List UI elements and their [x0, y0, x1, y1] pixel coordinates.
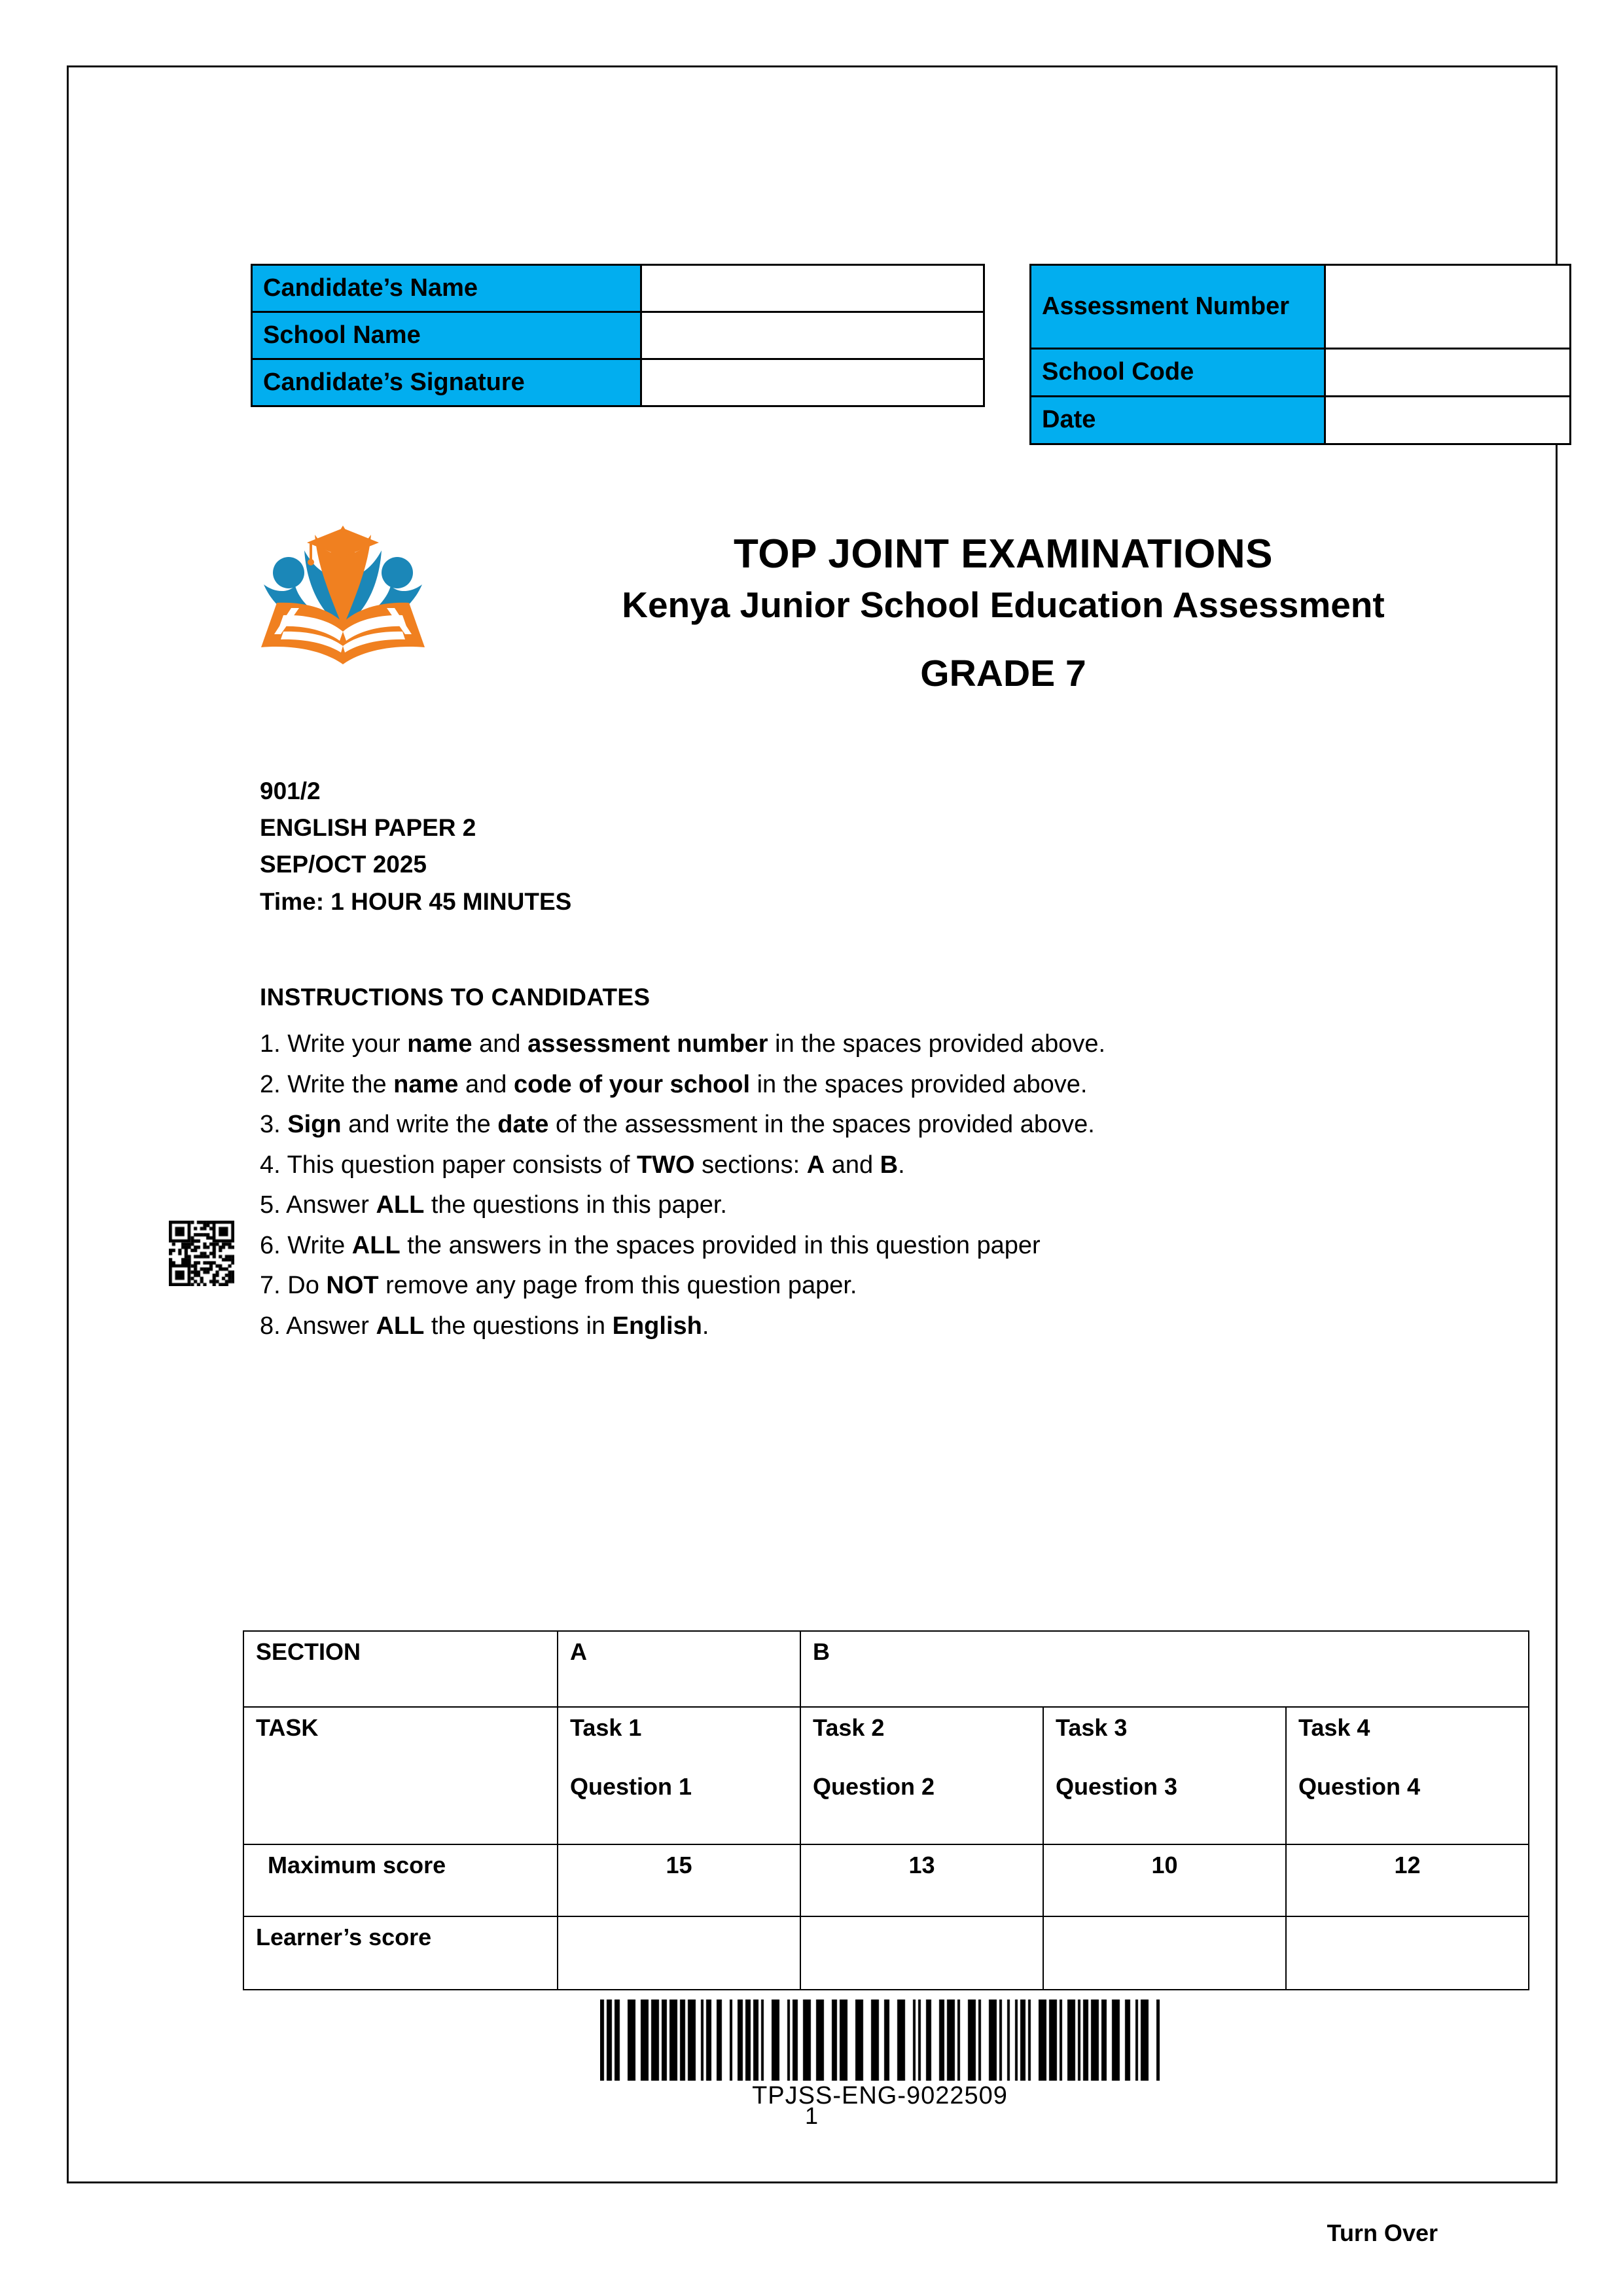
instruction-emphasis: ALL	[376, 1191, 425, 1219]
instruction-text: remove any page from this question paper.	[378, 1272, 857, 1300]
instruction-text: Answer	[280, 1312, 376, 1340]
assessment-number-label: Assessment Number	[1031, 265, 1325, 349]
section-label: SECTION	[243, 1631, 558, 1707]
instruction-text: the questions in this paper.	[424, 1191, 727, 1219]
instruction-text: in the spaces provided above.	[768, 1030, 1106, 1058]
table-row-section	[243, 1631, 1529, 1707]
learner-score-4[interactable]	[1286, 1916, 1529, 1990]
instruction-text: Write	[280, 1231, 352, 1259]
candidate-details-table	[251, 264, 985, 407]
candidate-signature-label: Candidate’s Signature	[252, 359, 641, 406]
logo-right-head	[382, 557, 413, 588]
instruction-emphasis: A	[806, 1151, 825, 1179]
question-name-4: Question 4	[1298, 1773, 1421, 1800]
instruction-text: .	[702, 1312, 709, 1340]
instruction-text	[281, 1111, 288, 1138]
page-number: 1	[804, 2102, 819, 2129]
instruction-item-8	[260, 1306, 1385, 1347]
instruction-item-3	[260, 1105, 1385, 1145]
table-row	[252, 359, 984, 406]
task-name-1: Task 1	[570, 1714, 642, 1741]
barcode-text: TPJSS-ENG-9022509	[752, 2082, 1008, 2109]
instruction-number: 8.	[260, 1312, 281, 1340]
instructions-heading: INSTRUCTIONS TO CANDIDATES	[260, 984, 651, 1011]
task-name-2: Task 2	[813, 1714, 885, 1741]
learner-score-1[interactable]	[558, 1916, 800, 1990]
instruction-item-6	[260, 1226, 1385, 1266]
instruction-text: Do	[280, 1272, 327, 1300]
instruction-item-7	[260, 1266, 1385, 1306]
brand-block	[251, 511, 1573, 740]
paper-time: Time: 1 HOUR 45 MINUTES	[260, 888, 572, 915]
instruction-text: and	[458, 1070, 514, 1098]
date-field[interactable]	[1325, 397, 1571, 444]
grade-label: GRADE 7	[920, 652, 1086, 694]
instruction-item-2	[260, 1065, 1385, 1105]
instruction-number: 2.	[260, 1070, 281, 1098]
task-label: TASK	[243, 1707, 558, 1844]
date-label: Date	[1031, 397, 1325, 444]
task-cell-4	[1286, 1707, 1529, 1844]
instruction-number: 4.	[260, 1151, 281, 1179]
score-summary-table	[243, 1630, 1529, 1990]
logo-left-head	[273, 557, 304, 588]
page-subtitle: Kenya Junior School Education Assessment	[622, 584, 1385, 625]
question-name-3: Question 3	[1056, 1773, 1178, 1800]
instruction-emphasis: assessment number	[527, 1030, 768, 1058]
learner-score-3[interactable]	[1043, 1916, 1286, 1990]
instruction-text: .	[898, 1151, 905, 1179]
table-row	[1031, 397, 1571, 444]
instruction-emphasis: NOT	[326, 1272, 379, 1300]
instruction-text: in the spaces provided above.	[750, 1070, 1088, 1098]
learner-score-2[interactable]	[800, 1916, 1043, 1990]
instruction-item-1	[260, 1024, 1385, 1065]
candidate-signature-field[interactable]	[641, 359, 984, 406]
assessment-details-table	[1029, 264, 1571, 445]
instruction-text: the answers in the spaces provided in this question paper	[400, 1231, 1041, 1259]
instruction-number: 5.	[260, 1191, 281, 1219]
maximum-score-2: 13	[800, 1844, 1043, 1916]
school-code-field[interactable]	[1325, 349, 1571, 397]
school-name-label: School Name	[252, 312, 641, 359]
paper-session: SEP/OCT 2025	[260, 851, 427, 878]
question-name-1: Question 1	[570, 1773, 692, 1800]
table-row	[252, 312, 984, 359]
instruction-emphasis: date	[497, 1111, 549, 1139]
table-row-task	[243, 1707, 1529, 1844]
question-name-2: Question 2	[813, 1773, 935, 1800]
paper-code: 901/2	[260, 778, 321, 804]
section-a-cell: A	[558, 1631, 800, 1707]
instruction-number: 7.	[260, 1272, 281, 1300]
school-name-field[interactable]	[641, 312, 984, 359]
task-cell-2	[800, 1707, 1043, 1844]
maximum-score-4: 12	[1286, 1844, 1529, 1916]
maximum-score-3: 10	[1043, 1844, 1286, 1916]
task-cell-3	[1043, 1707, 1286, 1844]
paper-subject: ENGLISH PAPER 2	[260, 814, 476, 842]
instruction-emphasis: ALL	[376, 1312, 425, 1340]
instruction-emphasis: B	[880, 1151, 899, 1179]
maximum-score-label: Maximum score	[243, 1844, 558, 1916]
instruction-text: Write your	[280, 1030, 408, 1058]
school-code-label: School Code	[1031, 349, 1325, 397]
table-row	[252, 265, 984, 312]
graduate-open-book-logo	[257, 516, 429, 668]
instruction-text: of the assessment in the spaces provided above.	[548, 1111, 1095, 1139]
instruction-text: sections:	[694, 1151, 807, 1179]
title-stack	[447, 511, 1560, 695]
instructions-list	[260, 1024, 1385, 1346]
paper-meta	[260, 773, 571, 920]
instruction-text: and	[472, 1030, 528, 1058]
learner-score-label: Learner’s score	[243, 1916, 558, 1990]
instruction-emphasis: ALL	[351, 1231, 401, 1259]
instruction-text: and write the	[341, 1111, 498, 1139]
instruction-text: and	[825, 1151, 880, 1179]
table-row-maximum-score	[243, 1844, 1529, 1916]
instruction-emphasis: English	[612, 1312, 702, 1340]
table-row-learner-score	[243, 1916, 1529, 1990]
instruction-item-4	[260, 1145, 1385, 1186]
instruction-number: 6.	[260, 1231, 281, 1259]
instruction-emphasis: code of your school	[513, 1070, 751, 1098]
instruction-emphasis: TWO	[636, 1151, 695, 1179]
table-row	[1031, 265, 1571, 349]
instruction-text: Answer	[280, 1191, 376, 1219]
instruction-emphasis: name	[407, 1030, 473, 1058]
qr-code	[169, 1221, 234, 1286]
candidate-name-field[interactable]	[641, 265, 984, 312]
instruction-item-5	[260, 1185, 1385, 1226]
instruction-number: 3.	[260, 1111, 281, 1139]
barcode-block	[600, 2000, 1160, 2110]
task-name-4: Task 4	[1298, 1714, 1370, 1741]
maximum-score-1: 15	[558, 1844, 800, 1916]
section-b-cell: B	[800, 1631, 1529, 1707]
instruction-number: 1.	[260, 1030, 281, 1058]
page-frame	[67, 65, 1558, 2246]
instruction-text: Write the	[280, 1070, 394, 1098]
instruction-text: This question paper consists of	[280, 1151, 637, 1179]
table-row	[1031, 349, 1571, 397]
barcode-bars	[600, 2000, 1160, 2081]
instruction-text: the questions in	[424, 1312, 613, 1340]
assessment-number-field[interactable]	[1325, 265, 1571, 349]
task-name-3: Task 3	[1056, 1714, 1128, 1741]
turn-over-label: Turn Over	[1327, 2219, 1438, 2246]
page-title: TOP JOINT EXAMINATIONS	[734, 531, 1273, 577]
instruction-emphasis: Sign	[287, 1111, 342, 1139]
instruction-emphasis: name	[393, 1070, 459, 1098]
task-cell-1	[558, 1707, 800, 1844]
candidate-name-label: Candidate’s Name	[252, 265, 641, 312]
